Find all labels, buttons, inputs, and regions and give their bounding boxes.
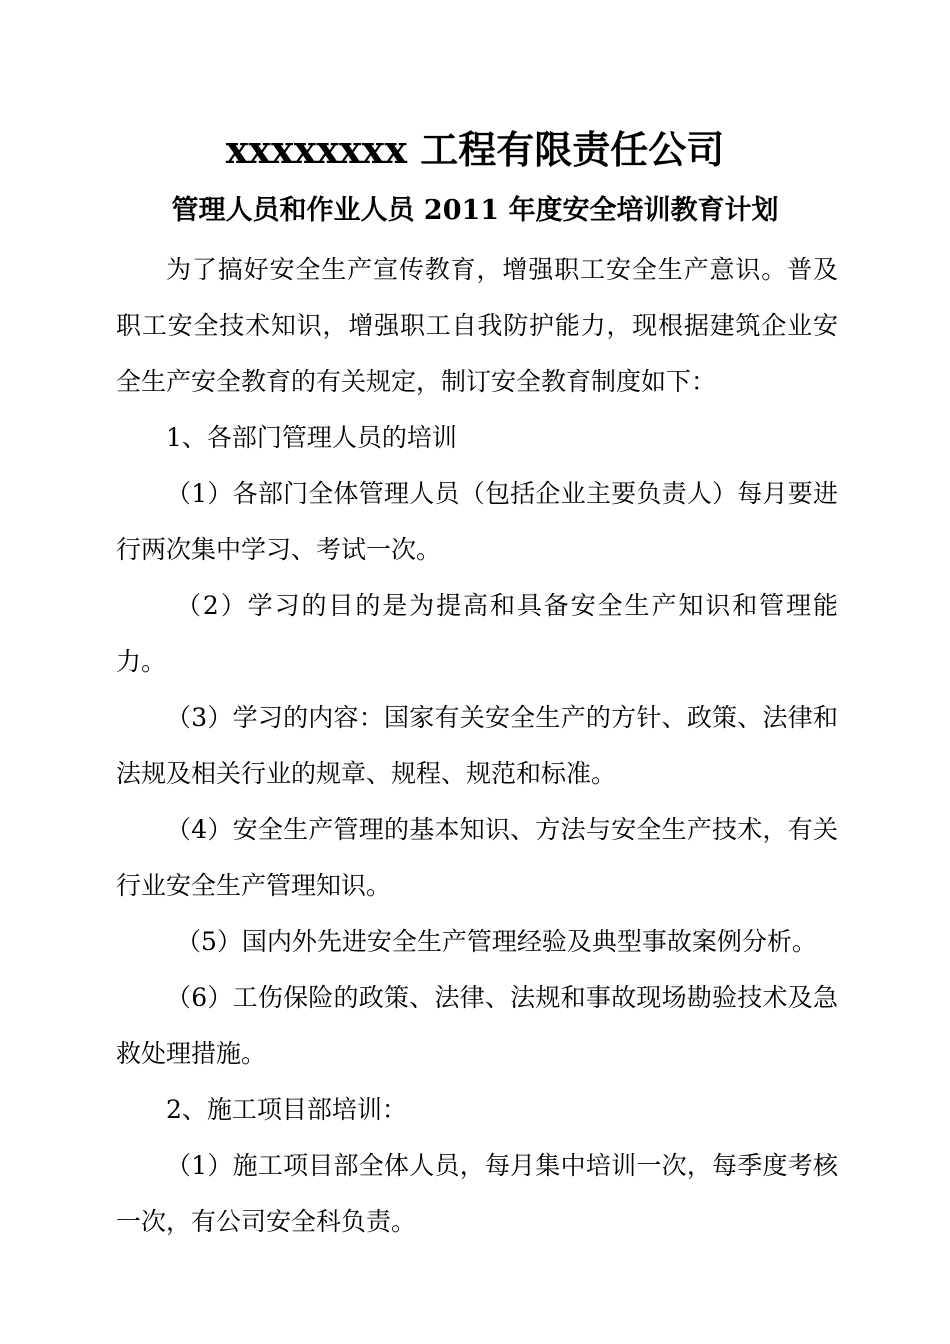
document-subtitle: 管理人员和作业人员 2011 年度安全培训教育计划 [171,195,779,226]
document-body [116,242,838,1250]
list-item-1-4: （4）安全生产管理的基本知识、方法与安全生产技术，有关行业安全生产管理知识。 [116,815,838,900]
list-item-2-1: （1）施工项目部全体人员，每月集中培训一次，每季度考核一次，有公司安全科负责。 [116,1151,838,1236]
document-title: xxxxxxxx 工程有限责任公司 [225,127,725,172]
list-item-1-1: （1）各部门全体管理人员（包括企业主要负责人）每月要进行两次集中学习、考试一次。 [116,479,838,564]
intro-paragraph: 为了搞好安全生产宣传教育，增强职工安全生产意识。普及职工安全技术知识，增强职工自我防护能力，现根据建筑企业安全生产安全教育的有关规定，制订安全教育制度如下： [116,255,838,396]
list-item-1-2: （2）学习的目的是为提高和具备安全生产知识和管理能力。 [116,591,838,676]
list-item-1-5: （5）国内外先进安全生产管理经验及典型事故案例分析。 [176,927,817,956]
list-item-1-3: （3）学习的内容：国家有关安全生产的方针、政策、法律和法规及相关行业的规章、规程、规范和标准。 [116,703,838,788]
list-item-1-6: （6）工伤保险的政策、法律、法规和事故现场勘验技术及急救处理措施。 [116,983,838,1068]
section-heading-1: 1、各部门管理人员的培训 [166,423,457,452]
section-heading-2: 2、施工项目部培训： [166,1095,407,1124]
